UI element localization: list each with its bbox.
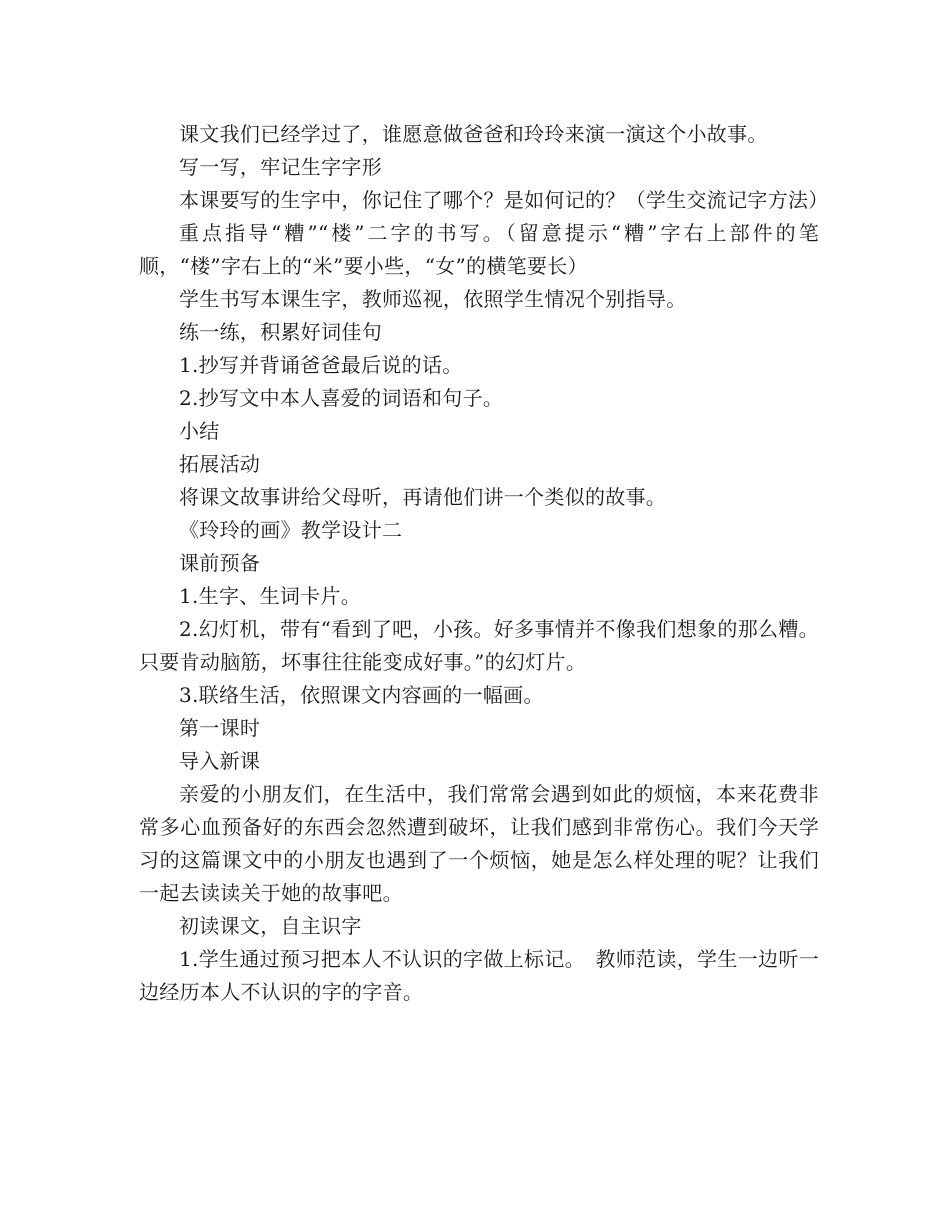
paragraph-heading-write: 写一写，牢记生字字形 (179, 155, 382, 179)
paragraph-heading-practice: 练一练，积累好词佳句 (179, 320, 382, 344)
paragraph-design-two-title: 《玲玲的画》教学设计二 (179, 518, 403, 542)
paragraph-prep-1: 1.生字、生词卡片。 (179, 584, 362, 608)
paragraph-extension-task: 将课文故事讲给父母听，再请他们讲一个类似的故事。 (179, 485, 667, 509)
paragraph-practice-1: 1.抄写并背诵爸爸最后说的话。 (179, 353, 463, 377)
paragraph-prep-3: 3.联络生活，依照课文内容画的一幅画。 (179, 683, 544, 707)
paragraph-heading-first-lesson: 第一课时 (179, 716, 261, 740)
paragraph-practice-2: 2.抄写文中本人喜爱的词语和句子。 (179, 386, 504, 410)
paragraph-remember-chars: 本课要写的生字中，你记住了哪个？是如何记的？（学生交流记字方法） (179, 188, 829, 212)
paragraph-student-writing: 学生书写本课生字，教师巡视，依照学生情况个别指导。 (179, 287, 687, 311)
paragraph-heading-introduction: 导入新课 (179, 749, 261, 773)
paragraph-key-guidance: 重点指导“糟”“楼”二字的书写。（留意提示“糟”字右上部件的笔顺，“楼”字右上的“米”要小些，“女”的横笔要长） (139, 221, 819, 278)
paragraph-heading-preparation: 课前预备 (179, 551, 261, 575)
paragraph-prep-2: 2.幻灯机，带有“看到了吧，小孩。好多事情并不像我们想象的那么糟。只要肯动脑筋，坏事往往能变成好事。”的幻灯片。 (139, 617, 819, 674)
paragraph-introduction-text: 亲爱的小朋友们，在生活中，我们常常会遇到如此的烦恼，本来花费非常多心血预备好的东西会忽然遭到破坏，让我们感到非常伤心。我们今天学习的这篇课文中的小朋友也遇到了一个烦恼，她是怎么样处理的呢？让我们一起去读读关于她的故事吧。 (139, 782, 819, 905)
paragraph-heading-summary: 小结 (179, 419, 220, 443)
paragraph-act-story: 课文我们已经学过了，谁愿意做爸爸和玲玲来演一演这个小故事。 (179, 122, 768, 146)
paragraph-heading-first-reading: 初读课文，自主识字 (179, 914, 362, 938)
paragraph-heading-extension: 拓展活动 (179, 452, 261, 476)
document-body (139, 118, 829, 1009)
paragraph-reading-1: 1.学生通过预习把本人不认识的字做上标记。 教师范读，学生一边听一边经历本人不认识的字的字音。 (139, 947, 819, 1004)
